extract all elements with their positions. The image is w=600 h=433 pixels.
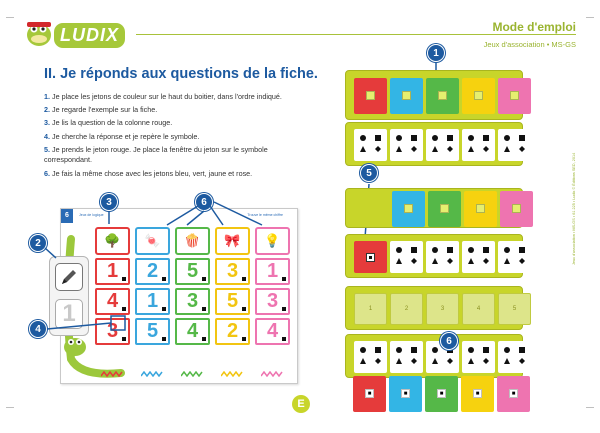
digit-text: 4: [106, 290, 119, 312]
callout-5: 5: [360, 164, 378, 182]
symbol-cell: [390, 341, 423, 373]
step-number: 6.: [44, 168, 50, 178]
board-symbols-top: [345, 122, 523, 166]
callout-2: 2: [29, 234, 47, 252]
token-window: [474, 91, 483, 100]
symbol-cell: [462, 341, 495, 373]
token-row: [354, 78, 531, 114]
step-number: 1.: [44, 92, 50, 101]
token-window: [476, 204, 485, 213]
number-cell: 4: [462, 293, 495, 325]
column-picture-icon: 🍬: [135, 227, 170, 255]
column-picture-icon: 🎀: [215, 227, 250, 255]
column-picture-icon: 🍿: [175, 227, 210, 255]
symbol-cell: [426, 129, 459, 161]
shape-symbols-icon: [394, 133, 420, 157]
symbol-cell: [498, 341, 531, 373]
shape-symbols-icon: [466, 133, 492, 157]
digit-text: 5: [146, 320, 159, 342]
digit-text: 1: [146, 290, 159, 312]
step-number: 3.: [44, 118, 50, 128]
token-window: ■: [365, 389, 374, 398]
callout-4: 4: [29, 320, 47, 338]
color-token[interactable]: [354, 78, 387, 114]
shape-symbols-icon: [502, 133, 528, 157]
symbol-cell: [462, 129, 495, 161]
callout-6: 6: [195, 193, 213, 211]
color-token[interactable]: [426, 78, 459, 114]
number-cell: 2: [390, 293, 423, 325]
digit-text: 5: [226, 290, 239, 312]
token-window: [438, 91, 447, 100]
step-text: Je place les jetons de couleur sur le haut du boitier, dans l'ordre indiqué.: [52, 92, 282, 101]
digit-text: 1: [266, 260, 279, 282]
sheet-label-left: Jeux de logique: [79, 213, 104, 217]
board-tokens-top: [345, 70, 523, 120]
step-number: 4.: [44, 131, 50, 141]
token-window: [366, 91, 375, 100]
mode-subtitle: Jeux d'association • MS-GS: [483, 40, 576, 49]
digit-text: 4: [266, 320, 279, 342]
token-window: [402, 91, 411, 100]
color-token[interactable]: [500, 191, 533, 227]
color-token[interactable]: [462, 78, 495, 114]
color-token[interactable]: [390, 78, 423, 114]
token-window: ■: [401, 389, 410, 398]
color-token[interactable]: [464, 191, 497, 227]
symbol-cell: [426, 241, 459, 273]
symbol-cell: [390, 129, 423, 161]
symbol-row: [354, 129, 531, 161]
page-letter: E: [292, 395, 310, 413]
column-picture-icon: 💡: [255, 227, 290, 255]
shape-symbols-icon: [466, 245, 492, 269]
symbol-cell: [354, 341, 387, 373]
board-symbols-mid: [345, 234, 523, 278]
sheet-label-right: Trouve le même chiffre: [247, 213, 283, 217]
callout-6-board: 6: [440, 332, 458, 350]
digit-text: 2: [146, 260, 159, 282]
shape-symbols-icon: [358, 345, 384, 369]
shape-symbols-icon: [358, 133, 384, 157]
shape-symbols-icon: [394, 245, 420, 269]
color-token[interactable]: [497, 376, 530, 412]
color-token[interactable]: [428, 191, 461, 227]
side-credit: Jeux d'association • MS-GS • 61 225 • Ludix © Éditions SED, 2014: [572, 152, 576, 265]
digit-text: 2: [226, 320, 239, 342]
digit-text: 3: [106, 320, 119, 342]
number-cell: 5: [498, 293, 531, 325]
step-text: Je fais la même chose avec les jetons bleu, vert, jaune et rose.: [52, 168, 253, 178]
token-window: ■: [437, 389, 446, 398]
digit-text: 3: [266, 290, 279, 312]
brand-name: LUDIX: [54, 23, 125, 48]
digit-text: 1: [106, 260, 119, 282]
shape-symbols-icon: [466, 345, 492, 369]
red-token-on-symbol: [354, 241, 387, 273]
token-row: [392, 191, 533, 227]
symbol-cell: [354, 129, 387, 161]
step-text: Je regarde l'exemple sur la fiche.: [52, 105, 158, 115]
board-symbols-bottom: [345, 334, 523, 378]
digit-text: 4: [186, 320, 199, 342]
shape-symbols-icon: [430, 245, 456, 269]
shape-symbols-icon: [394, 345, 420, 369]
number-cell: 3: [426, 293, 459, 325]
step-text: Je cherche la réponse et je repère le symbole.: [52, 131, 200, 141]
step-text: Je lis la question de la colonne rouge.: [52, 118, 173, 128]
callout-1: 1: [427, 44, 445, 62]
digit-text: 3: [186, 290, 199, 312]
sheet-number: 6: [61, 209, 73, 223]
board-numbers: [345, 286, 523, 330]
token-row-bottom: [353, 376, 530, 412]
color-token[interactable]: [498, 78, 531, 114]
token-window: [512, 204, 521, 213]
color-token[interactable]: [461, 376, 494, 412]
color-token[interactable]: [353, 376, 386, 412]
token-window: ■: [509, 389, 518, 398]
column-picture-icon: 🌳: [95, 227, 130, 255]
token-window: [510, 91, 519, 100]
board-tokens-mid: [345, 188, 523, 228]
example-digit: 1: [55, 299, 83, 329]
symbol-cell: [498, 241, 531, 273]
step-number: 2.: [44, 105, 50, 115]
shape-symbols-icon: [430, 133, 456, 157]
symbol-cell: [498, 129, 531, 161]
color-token[interactable]: [425, 376, 458, 412]
number-cell: 1: [354, 293, 387, 325]
token-window: [440, 204, 449, 213]
color-token[interactable]: [392, 191, 425, 227]
digit-text: 3: [226, 260, 239, 282]
digit-text: 5: [186, 260, 199, 282]
step-number: 5.: [44, 144, 50, 154]
symbol-cell: [462, 241, 495, 273]
token-window: ■: [473, 389, 482, 398]
symbol-row: [354, 241, 531, 273]
callout-3: 3: [100, 193, 118, 211]
number-row: [354, 293, 531, 325]
section-title: II. Je réponds aux questions de la fiche.: [44, 66, 318, 82]
mode-title: Mode d'emploi: [492, 20, 576, 34]
token-window: [404, 204, 413, 213]
step-text: Je prends le jeton rouge. Je place la fenêtre du jeton sur le symbole correspondant.: [44, 144, 268, 165]
shape-symbols-icon: [502, 245, 528, 269]
shape-symbols-icon: [502, 345, 528, 369]
color-token[interactable]: [389, 376, 422, 412]
symbol-cell: [390, 241, 423, 273]
